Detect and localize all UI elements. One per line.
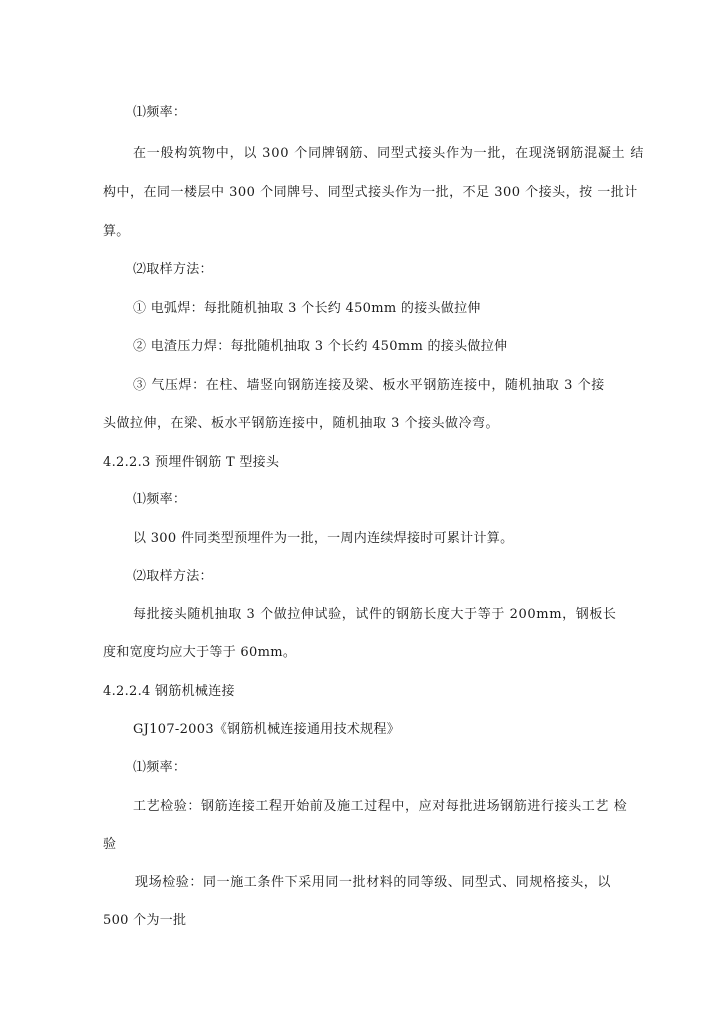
paragraph-line: 现场检验：同一施工条件下采用同一批材料的同等级、同型式、同规格接头，以 (135, 875, 612, 890)
frequency-heading: ⑴频率： (133, 492, 187, 507)
paragraph-line: 头做拉伸，在梁、板水平钢筋连接中，随机抽取 3 个接头做冷弯。 (103, 416, 500, 431)
list-item: ① 电弧焊：每批随机抽取 3 个长约 450mm 的接头做拉伸 (133, 301, 481, 316)
frequency-heading: ⑴频率： (133, 760, 187, 775)
sampling-heading: ⑵取样方法： (133, 262, 213, 277)
list-item: ③ 气压焊：在柱、墙竖向钢筋连接及梁、板水平钢筋连接中，随机抽取 3 个接 (133, 378, 605, 393)
sampling-heading: ⑵取样方法： (133, 569, 213, 584)
paragraph-line: 工艺检验：钢筋连接工程开始前及施工过程中，应对每批进场钢筋进行接头工艺 检 (133, 799, 628, 814)
paragraph-line: 每批接头随机抽取 3 个做拉伸试验，试件的钢筋长度大于等于 200mm，钢板长 (133, 607, 617, 622)
section-heading: 4.2.2.4 钢筋机械连接 (103, 684, 235, 699)
list-item: ② 电渣压力焊：每批随机抽取 3 个长约 450mm 的接头做拉伸 (133, 339, 508, 354)
standard-reference: GJ107-2003《钢筋机械连接通用技术规程》 (133, 722, 401, 737)
paragraph-line: 以 300 件同类型预埋件为一批，一周内连续焊接时可累计计算。 (133, 531, 514, 546)
paragraph-line: 500 个为一批 (103, 913, 187, 928)
paragraph-line: 构中，在同一楼层中 300 个同牌号、同型式接头作为一批，不足 300 个接头，按 一批计 (103, 185, 638, 200)
frequency-heading: ⑴频率： (133, 105, 187, 120)
paragraph-line: 度和宽度均应大于等于 60mm。 (103, 645, 297, 660)
paragraph-line: 在一般构筑物中，以 300 个同牌钢筋、同型式接头作为一批，在现浇钢筋混凝土 结 (133, 146, 645, 161)
paragraph-line: 算。 (103, 224, 130, 239)
paragraph-line: 验 (103, 837, 117, 852)
section-heading: 4.2.2.3 预埋件钢筋 T 型接头 (103, 455, 280, 470)
